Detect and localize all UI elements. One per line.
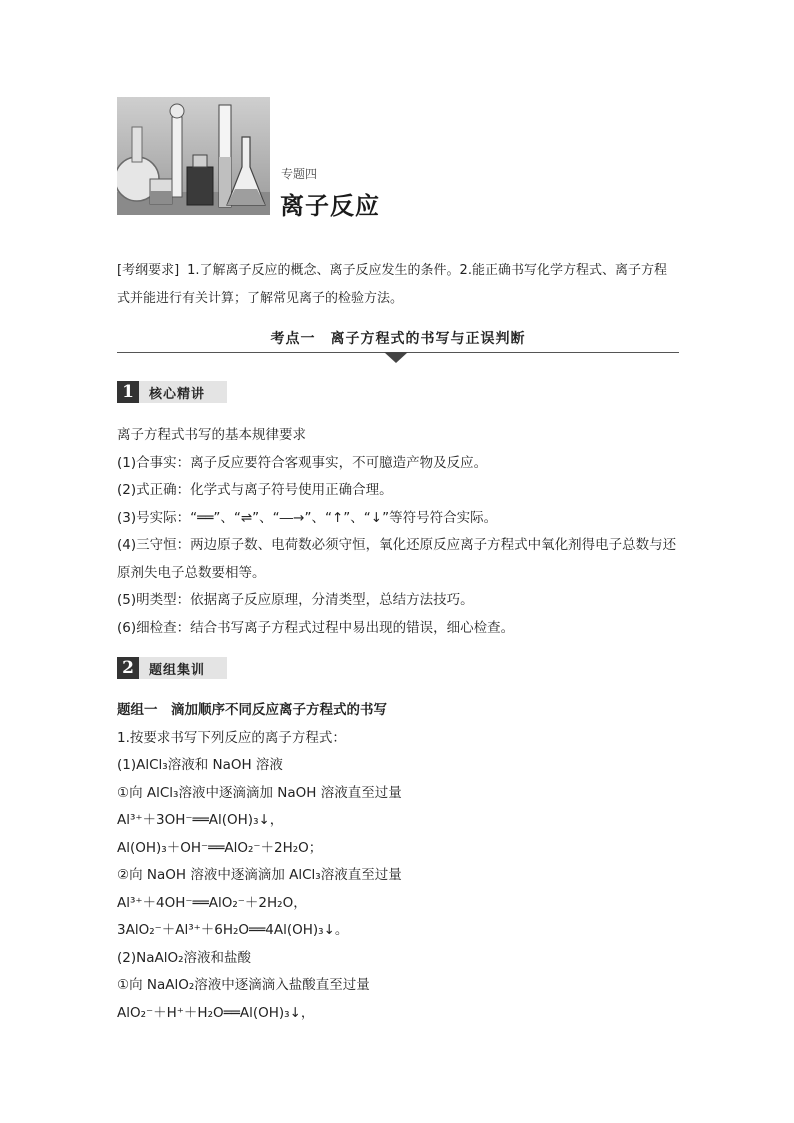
practice-line: ②向 NaOH 溶液中逐滴滴加 AlCl₃溶液直至过量 — [117, 867, 402, 883]
syllabus-requirements — [117, 257, 679, 313]
badge-number: 1 — [117, 381, 139, 403]
core-content — [117, 422, 682, 642]
requirements-text: 1.了解离子反应的概念、离子反应发生的条件。2.能正确书写化学方程式、离子方程式并能进行有关计算；了解常见离子的检验方法。 — [117, 263, 667, 306]
equation-line: Al³⁺＋4OH⁻══AlO₂⁻＋2H₂O， — [117, 894, 307, 911]
group-title: 题组一 滴加顺序不同反应离子方程式的书写 — [117, 702, 387, 718]
core-item: (4)三守恒：两边原子数、电荷数必须守恒，氧化还原反应离子方程式中氧化剂得电子总数与还原剂失电子总数要相等。 — [117, 537, 677, 581]
section-divider-triangle-icon — [384, 352, 408, 363]
practice-content — [117, 697, 682, 1027]
equation-line: Al³⁺＋3OH⁻══Al(OH)₃↓， — [117, 812, 284, 828]
practice-line: (2)NaAlO₂溶液和盐酸 — [117, 949, 252, 966]
badge-label: 核心精讲 — [149, 386, 206, 402]
equation-line: 3AlO₂⁻＋Al³⁺＋6H₂O══4Al(OH)₃↓。 — [117, 922, 349, 938]
page-title: 离子反应 — [280, 192, 380, 220]
core-item: (1)合事实：离子反应要符合客观事实，不可臆造产物及反应。 — [117, 454, 488, 471]
core-item: (2)式正确：化学式与离子符号使用正确合理。 — [117, 482, 393, 498]
topic-kicker: 专题四 — [281, 167, 318, 181]
badge-core-explanation — [117, 381, 227, 403]
practice-line: ①向 NaAlO₂溶液中逐滴滴入盐酸直至过量 — [117, 977, 370, 993]
core-item: (5)明类型：依据离子反应原理，分清类型，总结方法技巧。 — [117, 592, 474, 608]
badge-group-training — [117, 657, 227, 679]
equation-line: AlO₂⁻＋H⁺＋H₂O══Al(OH)₃↓， — [117, 1004, 315, 1021]
core-item: (6)细检查：结合书写离子方程式过程中易出现的错误，细心检查。 — [117, 619, 515, 636]
core-item: (3)号实际：“══”、“⇌”、“―→”、“↑”、“↓”等符号符合实际。 — [117, 509, 498, 526]
practice-line: (1)AlCl₃溶液和 NaOH 溶液 — [117, 757, 283, 773]
badge-label: 题组集训 — [149, 662, 206, 678]
practice-line: ①向 AlCl₃溶液中逐滴滴加 NaOH 溶液直至过量 — [117, 784, 402, 801]
badge-number: 2 — [117, 657, 139, 679]
lab-glassware-illustration — [117, 97, 270, 215]
question: 1.按要求书写下列反应的离子方程式： — [117, 729, 346, 746]
header-lab-glassware-image — [117, 97, 270, 215]
section-title: 考点一 离子方程式的书写与正误判断 — [270, 331, 526, 347]
equation-line: Al(OH)₃＋OH⁻══AlO₂⁻＋2H₂O； — [117, 839, 323, 856]
requirements-tag: [考纲要求] — [117, 263, 180, 278]
core-intro: 离子方程式书写的基本规律要求 — [117, 427, 306, 443]
